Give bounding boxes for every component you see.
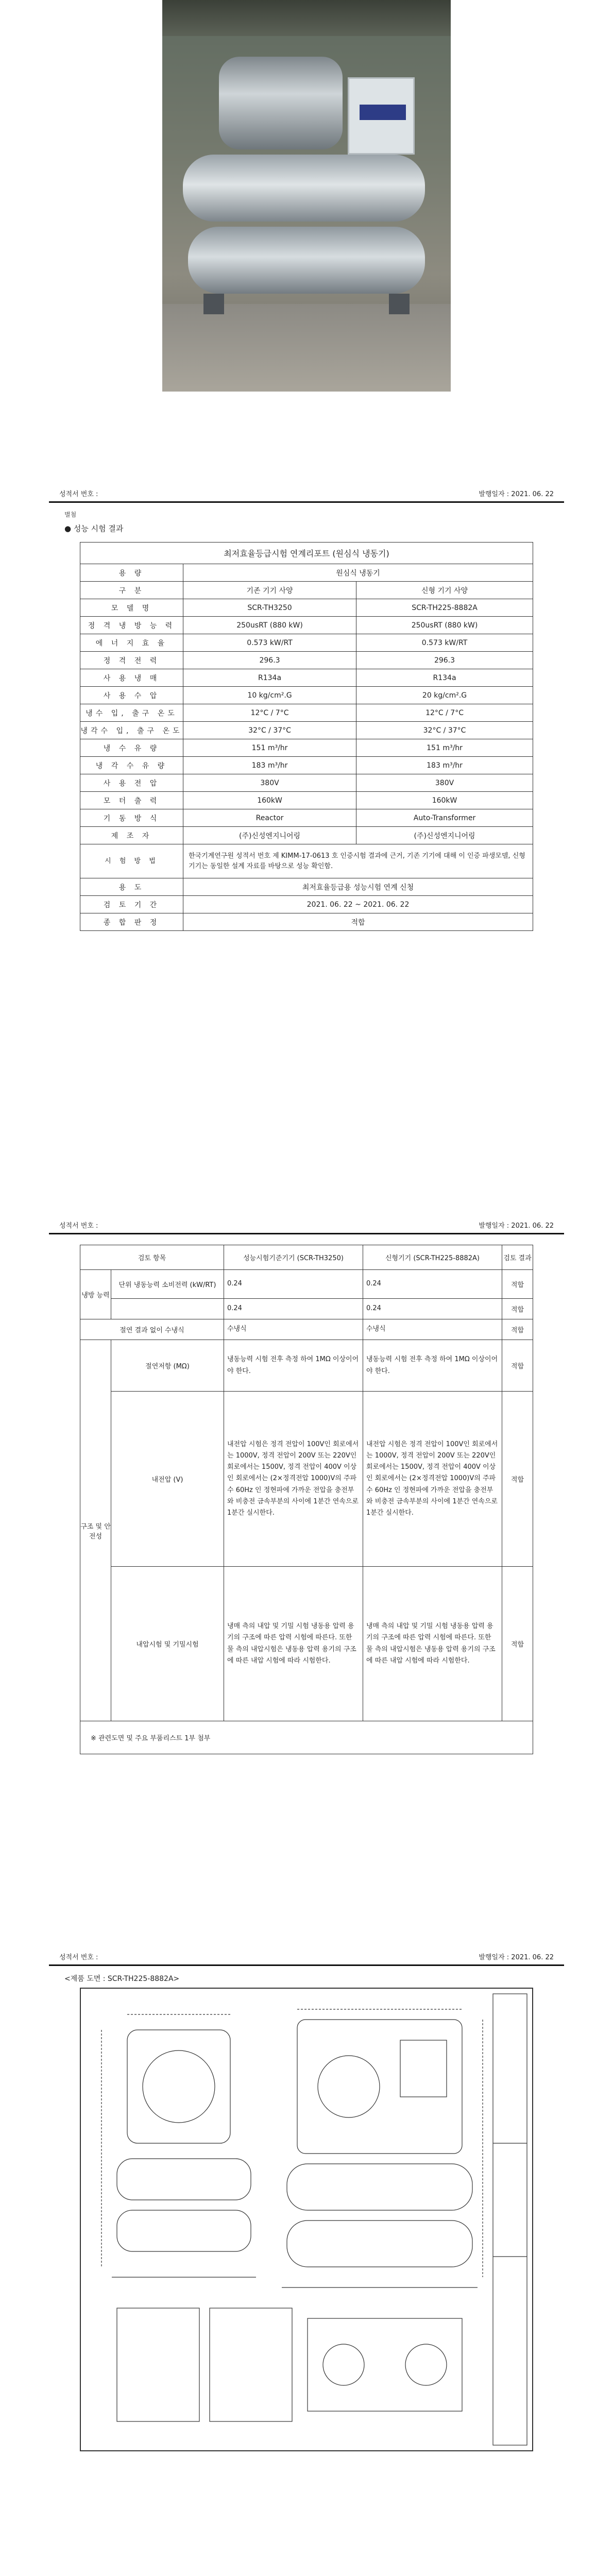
footnote: ※ 관련도면 및 주요 부품리스트 1부 첨부 [80, 1721, 533, 1754]
row-label: 모 델 명 [80, 599, 183, 617]
test-method-label: 시 험 방 법 [80, 844, 183, 878]
voltage-new: 내전압 시험은 정격 전압이 100V인 회로에서는 1000V, 정격 전압이 200V 또는 220V인 회로에서는 1500V, 정격 전압이 400V 이상인 회로에서는 (2×정격전압 1000)V의 주파수 60Hz 인 정현파에 가까운 전압을 충전부와 비충전 금속부분의 사이에 1분간 연속으로 1분간 실시한다. [363, 1392, 502, 1567]
table-row [80, 634, 533, 652]
photo-support-leg [389, 294, 410, 314]
report-number-label: 성적서 번호 : [59, 1222, 98, 1230]
cooling-type-label: 절연 결과 없이 수냉식 [80, 1319, 224, 1340]
row-label: 용 량 [80, 564, 183, 582]
row-label: 제 조 자 [80, 827, 183, 844]
table-row [80, 617, 533, 634]
old-model-value: 296.3 [183, 652, 356, 669]
cooling-type-new: 수냉식 [363, 1319, 502, 1340]
cooling-old: 0.24 [224, 1270, 363, 1299]
new-model-value: (주)신성엔지니어링 [356, 827, 533, 844]
insulation-result: 적합 [502, 1340, 533, 1392]
row-value: 원심식 냉동기 [183, 564, 533, 582]
old-model-value: 32°C / 37°C [183, 722, 356, 739]
old-model-value: 151 m³/hr [183, 739, 356, 757]
insulation-sub: 절연저항 (MΩ) [111, 1340, 224, 1392]
new-model-value: 0.573 kW/RT [356, 634, 533, 652]
use-value: 최저효율등급용 성능시험 연계 신청 [183, 878, 533, 896]
old-model-value: 0.573 kW/RT [183, 634, 356, 652]
period-value: 2021. 06. 22 ~ 2021. 06. 22 [183, 896, 533, 913]
old-model-value: Reactor [183, 809, 356, 827]
cooling-sub-2 [111, 1299, 224, 1319]
table-title: 최저효율등급시험 연계리포트 (원심식 냉동기) [80, 543, 533, 564]
row-label: 모 터 출 력 [80, 792, 183, 809]
photo-compressor [219, 57, 343, 149]
cooling-new: 0.24 [363, 1270, 502, 1299]
row-label: 사 용 냉 매 [80, 669, 183, 687]
product-drawing [80, 1988, 533, 2451]
row-label: 냉 수 유 량 [80, 739, 183, 757]
group-cooling: 냉방 능력 [80, 1270, 111, 1319]
new-model-value: 296.3 [356, 652, 533, 669]
drawing-svg [81, 1989, 532, 2450]
old-model-value: R134a [183, 669, 356, 687]
issue-date: 발행일자 : 2021. 06. 22 [479, 490, 554, 498]
table-row [80, 652, 533, 669]
section-title: ● 성능 시험 결과 [64, 524, 124, 533]
pressure-new: 냉매 측의 내압 및 기밀 시험 냉동용 압력 용기의 구조에 따른 압력 시험에 따른다. 또한 물 측의 내압시험은 냉동용 압력 용기의 구조에 따른 내압 시험에 따라 시험한다. [363, 1567, 502, 1721]
table-row [80, 792, 533, 809]
head-old: 성능시험기준기기 (SCR-TH3250) [224, 1245, 363, 1270]
new-model-value: 151 m³/hr [356, 739, 533, 757]
new-model-value: R134a [356, 669, 533, 687]
old-model-value: 기존 기기 사양 [183, 582, 356, 599]
photo-ceiling [162, 0, 451, 36]
insulation-old: 냉동능력 시험 전후 측정 하여 1MΩ 이상이어야 한다. [224, 1340, 363, 1392]
judge-value: 적합 [183, 913, 533, 931]
chiller-photo [162, 0, 451, 392]
new-model-value: 160kW [356, 792, 533, 809]
table-row [80, 827, 533, 844]
old-model-value: 380V [183, 774, 356, 792]
pressure-old: 냉매 측의 내압 및 기밀 시험 냉동용 압력 용기의 구조에 따른 압력 시험에 따른다. 또한 물 측의 내압시험은 냉동용 압력 용기의 구조에 따른 내압 시험에 따라 시험한다. [224, 1567, 363, 1721]
head-item: 검토 항목 [80, 1245, 224, 1270]
pressure-sub: 내압시험 및 기밀시험 [111, 1567, 224, 1721]
review-table [80, 1245, 533, 1721]
period-label: 검 토 기 간 [80, 896, 183, 913]
photo-panel-label [360, 105, 406, 120]
new-model-value: 신형 기기 사양 [356, 582, 533, 599]
old-model-value: 160kW [183, 792, 356, 809]
old-model-value: 10 kg/cm².G [183, 687, 356, 704]
table-row [80, 757, 533, 774]
voltage-sub: 내전압 (V) [111, 1392, 224, 1567]
report-number-label: 성적서 번호 : [59, 1954, 98, 1961]
page-header [49, 1216, 564, 1234]
cooling-new-2: 0.24 [363, 1299, 502, 1319]
report-page-3 [49, 1947, 564, 2576]
table-row [80, 722, 533, 739]
old-model-value: SCR-TH3250 [183, 599, 356, 617]
cooling-sub: 단위 냉동능력 소비전력 (kW/RT) [111, 1270, 224, 1299]
photo-support-leg [203, 294, 224, 314]
row-label: 정 격 전 력 [80, 652, 183, 669]
new-model-value: 250usRT (880 kW) [356, 617, 533, 634]
cooling-old-2: 0.24 [224, 1299, 363, 1319]
new-model-value: 183 m³/hr [356, 757, 533, 774]
row-label: 사 용 전 압 [80, 774, 183, 792]
performance-table [80, 542, 533, 931]
row-label: 냉각수 입, 출구 온도 [80, 722, 183, 739]
table-row [80, 704, 533, 722]
new-model-value: 20 kg/cm².G [356, 687, 533, 704]
report-number-label: 성적서 번호 : [59, 490, 98, 498]
report-page-1 [49, 484, 564, 1123]
photo-control-panel [348, 77, 415, 155]
page-header [49, 1947, 564, 1966]
row-label: 사 용 수 압 [80, 687, 183, 704]
use-label: 용 도 [80, 878, 183, 896]
cooling-result-2: 적합 [502, 1299, 533, 1319]
table-row [80, 739, 533, 757]
voltage-old: 내전압 시험은 정격 전압이 100V인 회로에서는 1000V, 정격 전압이 200V 또는 220V인 회로에서는 1500V, 정격 전압이 400V 이상인 회로에서는 (2×정격전압 1000)V의 주파수 60Hz 인 정현파에 가까운 전압을 충전부와 비충전 금속부분의 사이에 1분간 연속으로 1분간 실시한다. [224, 1392, 363, 1567]
report-page-2 [49, 1216, 564, 1855]
table-row [80, 599, 533, 617]
row-label: 기 동 방 식 [80, 809, 183, 827]
attachment-label: 별첨 [64, 511, 77, 518]
old-model-value: (주)신성엔지니어링 [183, 827, 356, 844]
old-model-value: 12°C / 7°C [183, 704, 356, 722]
judge-label: 종 합 판 정 [80, 913, 183, 931]
new-model-value: 32°C / 37°C [356, 722, 533, 739]
table-row [80, 669, 533, 687]
issue-date: 발행일자 : 2021. 06. 22 [479, 1222, 554, 1230]
row-label: 냉 각 수 유 량 [80, 757, 183, 774]
cooling-type-result: 적합 [502, 1319, 533, 1340]
page-header [49, 484, 564, 503]
new-model-value: Auto-Transformer [356, 809, 533, 827]
photo-floor [162, 304, 451, 392]
group-structure: 구조 및 안전성 [80, 1340, 111, 1721]
old-model-value: 183 m³/hr [183, 757, 356, 774]
row-label: 구 분 [80, 582, 183, 599]
old-model-value: 250usRT (880 kW) [183, 617, 356, 634]
new-model-value: 380V [356, 774, 533, 792]
title-block [493, 1994, 527, 2445]
table-row [80, 774, 533, 792]
voltage-result: 적합 [502, 1392, 533, 1567]
table-row [80, 687, 533, 704]
table-row [80, 582, 533, 599]
issue-date: 발행일자 : 2021. 06. 22 [479, 1954, 554, 1961]
test-method-text: 한국기계연구원 성적서 번호 제 KIMM-17-0613 호 인증시험 결과에 근거, 기존 기기에 대해 이 인증 파생모델, 신형기기는 동일한 설계 자료를 바탕으로 성능 확인함. [183, 844, 533, 878]
head-result: 검토 결과 [502, 1245, 533, 1270]
new-model-value: 12°C / 7°C [356, 704, 533, 722]
cooling-type-old: 수냉식 [224, 1319, 363, 1340]
new-model-value: SCR-TH225-8882A [356, 599, 533, 617]
row-label: 냉수 입, 출구 온도 [80, 704, 183, 722]
row-label: 에 너 지 효 율 [80, 634, 183, 652]
head-new: 신형기기 (SCR-TH225-8882A) [363, 1245, 502, 1270]
photo-condenser-shell [183, 155, 425, 222]
cooling-result: 적합 [502, 1270, 533, 1299]
insulation-new: 냉동능력 시험 전후 측정 하여 1MΩ 이상이어야 한다. [363, 1340, 502, 1392]
table-row [80, 809, 533, 827]
drawing-title: <제품 도면 : SCR-TH225-8882A> [64, 1975, 180, 1983]
row-label: 정 격 냉 방 능 력 [80, 617, 183, 634]
photo-evaporator-shell [188, 227, 425, 294]
pressure-result: 적합 [502, 1567, 533, 1721]
